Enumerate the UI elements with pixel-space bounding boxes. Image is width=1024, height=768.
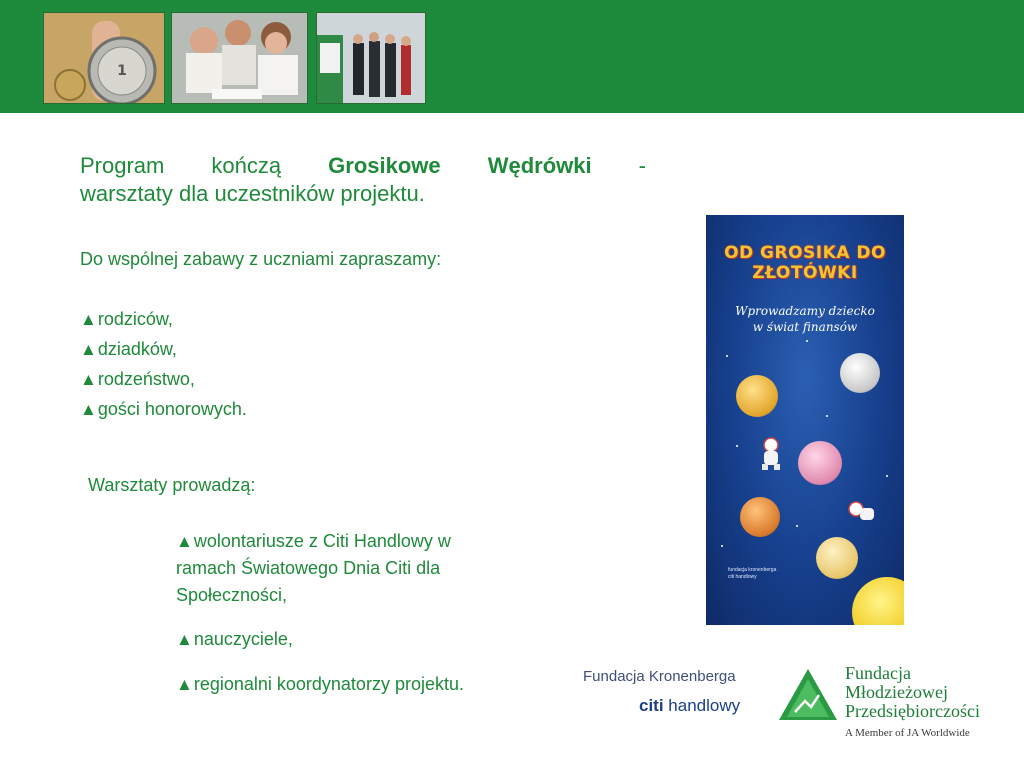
astronaut-icon (846, 500, 876, 528)
coin-planet-icon (798, 441, 842, 485)
star-decoration (736, 445, 738, 447)
poster-subtitle: Wprowadzamy dziecko w świat finansów (735, 304, 875, 334)
astronaut-icon (758, 437, 784, 471)
event-photo (316, 12, 426, 104)
poster-credits: fundacja kronenberga citi handlowy (728, 567, 777, 580)
citi-brand-rest: handlowy (663, 696, 741, 715)
intro-paragraph (80, 152, 646, 208)
fmp-tagline: A Member of JA Worldwide (845, 727, 970, 739)
invite-list-item: ▲gości honorowych. (80, 399, 247, 419)
poster-title: OD GROSIKA DO ZŁOTÓWKI (724, 243, 886, 283)
bullet-triangle-icon: ▲ (176, 532, 193, 551)
intro-bold-word-2: Wędrówki (487, 153, 592, 178)
workshops-item-1-line-3: Społeczności, (176, 585, 288, 605)
intro-dash: - (638, 153, 646, 178)
intro-bold-word-1: Grosikowe (328, 153, 441, 178)
kronenberg-logo: Fundacja Kronenberga (583, 668, 736, 685)
citi-brand: citi (639, 696, 664, 715)
workshops-item-2: ▲nauczyciele, (176, 629, 293, 649)
coin-photo (43, 12, 165, 104)
students-photo (171, 12, 308, 104)
bullet-triangle-icon: ▲ (176, 675, 193, 694)
students-image (172, 13, 308, 104)
intro-line-2: warsztaty dla uczestników projektu. (80, 181, 425, 206)
star-decoration (726, 355, 728, 357)
star-decoration (886, 475, 888, 477)
invite-list-item: ▲dziadków, (80, 339, 177, 359)
fmp-triangle-logo-icon (777, 667, 839, 722)
star-decoration (721, 545, 723, 547)
intro-prefix: Program (80, 153, 165, 178)
star-decoration (826, 415, 828, 417)
coin-planet-icon (740, 497, 780, 537)
bullet-triangle-icon: ▲ (176, 630, 193, 649)
coin-planet-icon (840, 353, 880, 393)
citi-handlowy-logo (639, 696, 740, 716)
bullet-triangle-icon: ▲ (80, 310, 97, 329)
bullet-triangle-icon: ▲ (80, 370, 97, 389)
bullet-triangle-icon: ▲ (80, 400, 97, 419)
intro-verb: kończą (211, 153, 282, 178)
invite-list-item: ▲rodziców, (80, 309, 173, 329)
project-poster (706, 215, 904, 625)
star-decoration (796, 525, 798, 527)
bullet-triangle-icon: ▲ (80, 340, 97, 359)
workshops-item-3: ▲regionalni koordynatorzy projektu. (176, 674, 464, 694)
invite-heading: Do wspólnej zabawy z uczniami zapraszamy: (80, 249, 442, 269)
header-band (0, 0, 1024, 113)
invite-list-item: ▲rodzeństwo, (80, 369, 195, 389)
coin-image (44, 13, 165, 104)
earth-planet-icon (852, 577, 904, 625)
star-decoration (806, 340, 808, 342)
svg-text:1: 1 (117, 63, 127, 79)
coin-planet-icon (736, 375, 778, 417)
workshops-item-1-line-1: ▲wolontariusze z Citi Handlowy w (176, 531, 451, 551)
workshops-item-1-line-2: ramach Światowego Dnia Citi dla (176, 558, 441, 578)
workshops-heading: Warsztaty prowadzą: (88, 475, 256, 495)
fmp-logo-text: Fundacja Młodzieżowej Przedsiębiorczości (845, 663, 980, 721)
event-image (317, 13, 426, 104)
intro-line-1 (80, 152, 646, 180)
